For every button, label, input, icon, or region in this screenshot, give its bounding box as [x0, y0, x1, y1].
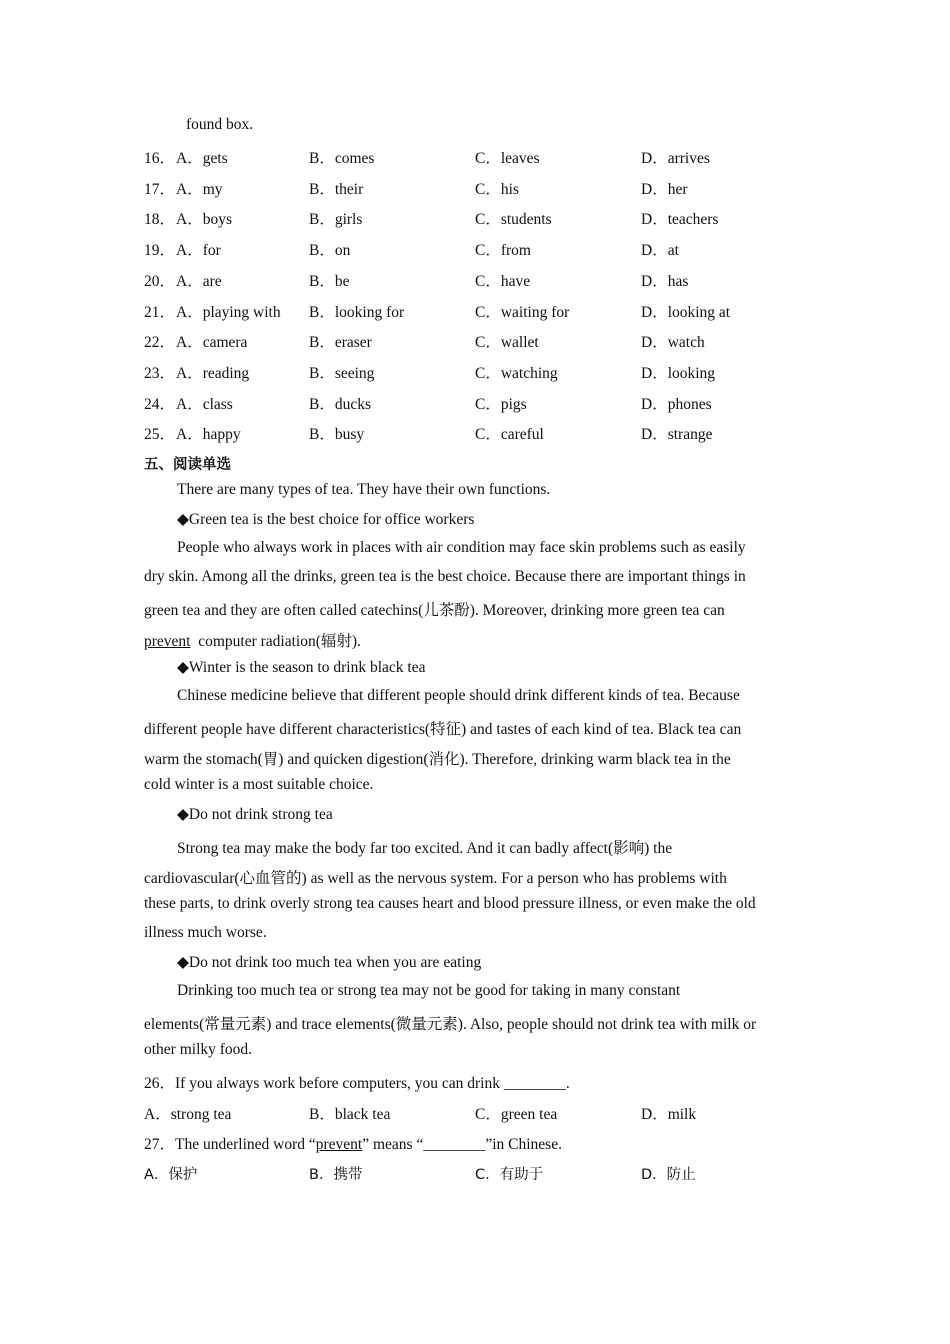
- option-b[interactable]: B．busy: [309, 426, 365, 443]
- question-number: 24．: [144, 396, 176, 413]
- option-b[interactable]: B．be: [309, 273, 350, 290]
- question-number: 25．: [144, 426, 176, 443]
- q26-option-d[interactable]: D．milk: [641, 1106, 697, 1123]
- option-a[interactable]: A．gets: [176, 150, 228, 167]
- q27-option-a[interactable]: A．保护: [144, 1167, 198, 1183]
- option-b[interactable]: B．girls: [309, 211, 363, 228]
- q26-option-b[interactable]: B．black tea: [309, 1106, 391, 1123]
- option-a[interactable]: A．reading: [176, 365, 250, 382]
- option-a[interactable]: A．boys: [176, 211, 232, 228]
- option-c[interactable]: C．leaves: [475, 150, 540, 167]
- option-c[interactable]: C．from: [475, 242, 531, 259]
- option-d[interactable]: D．arrives: [641, 150, 710, 167]
- option-a[interactable]: A．my: [176, 181, 223, 198]
- q27-stem-post: ” means “________”in Chinese.: [362, 1136, 562, 1153]
- question-number: 16．: [144, 150, 176, 167]
- question-number: 18．: [144, 211, 176, 228]
- passage-line: People who always work in places with air condition may face skin problems such as easily: [177, 539, 746, 556]
- option-c[interactable]: C．careful: [475, 426, 544, 443]
- passage-line: green tea and they are often called catechins(儿茶酚). Moreover, drinking more green tea can: [144, 602, 725, 619]
- passage-line: There are many types of tea. They have their own functions.: [177, 481, 551, 498]
- option-d[interactable]: D．strange: [641, 426, 713, 443]
- q26-option-c[interactable]: C．green tea: [475, 1106, 558, 1123]
- passage-line: different people have different characteristics(特征) and tastes of each kind of tea. Black tea can: [144, 721, 742, 738]
- option-b[interactable]: B．their: [309, 181, 364, 198]
- passage-line: other milky food.: [144, 1041, 253, 1058]
- option-c[interactable]: C．his: [475, 181, 519, 198]
- question-26-stem: 26．If you always work before computers, you can drink ________.: [144, 1075, 570, 1092]
- option-c[interactable]: C．pigs: [475, 396, 527, 413]
- option-b[interactable]: B．looking for: [309, 304, 405, 321]
- option-a[interactable]: A．are: [176, 273, 222, 290]
- option-c[interactable]: C．have: [475, 273, 531, 290]
- q27-option-c[interactable]: C．有助于: [475, 1167, 544, 1183]
- option-b[interactable]: B．on: [309, 242, 351, 259]
- q27-option-d[interactable]: D．防止: [641, 1167, 696, 1183]
- passage-line: cardiovascular(心血管的) as well as the nervous system. For a person who has problems with: [144, 870, 727, 887]
- option-d[interactable]: D．looking at: [641, 304, 731, 321]
- option-b[interactable]: B．eraser: [309, 334, 372, 351]
- option-d[interactable]: D．phones: [641, 396, 712, 413]
- q26-option-a[interactable]: A．strong tea: [144, 1106, 232, 1123]
- passage-line: elements(常量元素) and trace elements(微量元素). Also, people should not drink tea with milk or: [144, 1016, 757, 1033]
- passage-subheading: ◆Do not drink strong tea: [177, 806, 333, 823]
- q27-underlined-word: prevent: [315, 1136, 363, 1153]
- question-number: 19．: [144, 242, 176, 259]
- option-a[interactable]: A．playing with: [176, 304, 281, 321]
- question-number: 20．: [144, 273, 176, 290]
- question-number: 17．: [144, 181, 176, 198]
- question-number: 21．: [144, 304, 176, 321]
- option-d[interactable]: D．at: [641, 242, 679, 259]
- option-d[interactable]: D．looking: [641, 365, 716, 382]
- passage-line: Strong tea may make the body far too excited. And it can badly affect(影响) the: [177, 840, 673, 857]
- passage-line: Drinking too much tea or strong tea may not be good for taking in many constant: [177, 982, 681, 999]
- carryover-text: found box.: [186, 116, 254, 133]
- passage-subheading: ◆Green tea is the best choice for office workers: [177, 511, 475, 528]
- passage-subheading: ◆Do not drink too much tea when you are eating: [177, 954, 482, 971]
- passage-line: these parts, to drink overly strong tea causes heart and blood pressure illness, or even make the old: [144, 895, 756, 912]
- option-b[interactable]: B．ducks: [309, 396, 372, 413]
- passage-subheading: ◆Winter is the season to drink black tea: [177, 659, 426, 676]
- section-heading: 五、阅读单选: [144, 457, 231, 473]
- option-c[interactable]: C．watching: [475, 365, 558, 382]
- q27-stem-pre: 27．The underlined word “: [144, 1136, 316, 1153]
- option-a[interactable]: A．camera: [176, 334, 248, 351]
- option-a[interactable]: A．for: [176, 242, 221, 259]
- option-d[interactable]: D．has: [641, 273, 689, 290]
- q27-option-b[interactable]: B．携带: [309, 1167, 363, 1183]
- passage-line: Chinese medicine believe that different people should drink different kinds of tea. Because: [177, 687, 740, 704]
- passage-line: cold winter is a most suitable choice.: [144, 776, 374, 793]
- option-b[interactable]: B．comes: [309, 150, 375, 167]
- option-c[interactable]: C．students: [475, 211, 552, 228]
- question-number: 23．: [144, 365, 176, 382]
- passage-line: dry skin. Among all the drinks, green tea is the best choice. Because there are important things in: [144, 568, 746, 585]
- option-c[interactable]: C．wallet: [475, 334, 539, 351]
- option-d[interactable]: D．watch: [641, 334, 705, 351]
- underlined-word: prevent: [144, 633, 191, 650]
- option-d[interactable]: D．her: [641, 181, 688, 198]
- option-a[interactable]: A．class: [176, 396, 233, 413]
- option-b[interactable]: B．seeing: [309, 365, 375, 382]
- option-d[interactable]: D．teachers: [641, 211, 719, 228]
- passage-line: [144, 629, 361, 651]
- option-a[interactable]: A．happy: [176, 426, 241, 443]
- passage-line: illness much worse.: [144, 924, 267, 941]
- question-number: 22．: [144, 334, 176, 351]
- question-27-stem: [144, 1132, 562, 1154]
- passage-line-rest: computer radiation(辐射).: [190, 633, 361, 650]
- passage-line: warm the stomach(胃) and quicken digestion(消化). Therefore, drinking warm black tea in the: [144, 751, 731, 768]
- option-c[interactable]: C．waiting for: [475, 304, 570, 321]
